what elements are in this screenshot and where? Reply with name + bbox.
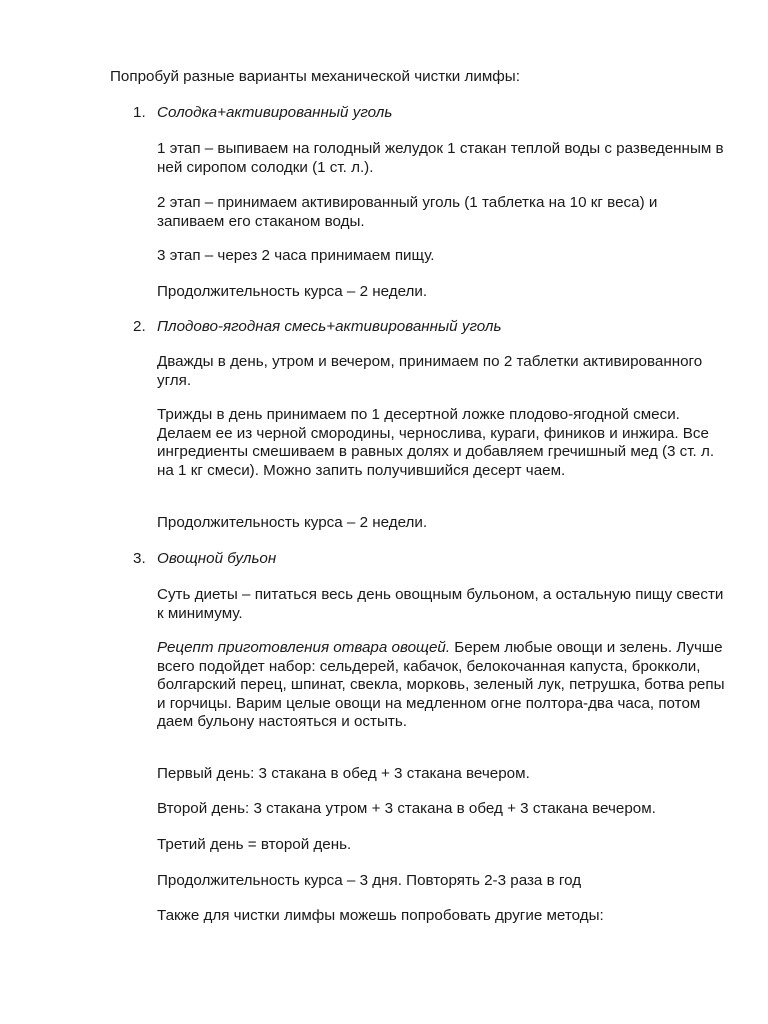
section-3-recipe [157,639,727,732]
recipe-label: Рецепт приготовления отвара овощей. [157,639,451,656]
section-1-title: Солодка+активированный уголь [157,104,393,121]
section-1-step-1: 1 этап – выпиваем на голодный желудок 1 стакан теплой воды с разведенным в ней сиропом солодки (1 ст. л.). [157,140,724,176]
section-3-day-3: Третий день = второй день. [157,836,352,853]
section-2-para-1: Дважды в день, утром и вечером, принимаем по 2 таблетки активированного угля. [157,353,703,389]
section-3-duration: Продолжительность курса – 3 дня. Повторять 2-3 раза в год [157,872,582,889]
section-2-para-2: Трижды в день принимаем по 1 десертной ложке плодово-ягодной смеси. Делаем ее из черной смородины, чернослива, кураги, фиников и инжира. Все ингредиенты смешиваем в равных долях и добавляем гречишный мед (3 ст. л. на 1 кг смеси). Можно запить получившийся десерт чаем. [157,406,715,479]
section-1-step-2: 2 этап – принимаем активированный уголь (1 таблетка на 10 кг веса) и запиваем его стаканом воды. [157,194,658,230]
section-2-number: 2. [133,318,146,335]
closing-text: Также для чистки лимфы можешь попробовать другие методы: [157,907,604,924]
section-1-number: 1. [133,104,146,121]
recipe-text: Берем любые овощи и зелень. Лучше всего подойдет набор: сельдерей, кабачок, белокочанная капуста, брокколи, болгарский перец, шпинат, свекла, морковь, зеленый лук, петрушка, ботва репы и горчицы. Варим целые овощи на медленном огне полтора-два часа, потом даем бульону настояться и остыть. [157,639,725,730]
section-3-para-1: Суть диеты – питаться весь день овощным бульоном, а остальную пищу свести к минимуму. [157,586,724,622]
section-2-title: Плодово-ягодная смесь+активированный уголь [157,318,502,335]
section-3-day-2: Второй день: 3 стакана утром + 3 стакана в обед + 3 стакана вечером. [157,800,656,817]
section-2-duration: Продолжительность курса – 2 недели. [157,514,428,531]
section-3-day-1: Первый день: 3 стакана в обед + 3 стакана вечером. [157,765,530,782]
section-3-title: Овощной бульон [157,550,277,567]
intro-text: Попробуй разные варианты механической чистки лимфы: [110,68,520,85]
section-1-duration: Продолжительность курса – 2 недели. [157,283,428,300]
section-1-step-3: 3 этап – через 2 часа принимаем пищу. [157,247,435,264]
section-3-number: 3. [133,550,146,567]
